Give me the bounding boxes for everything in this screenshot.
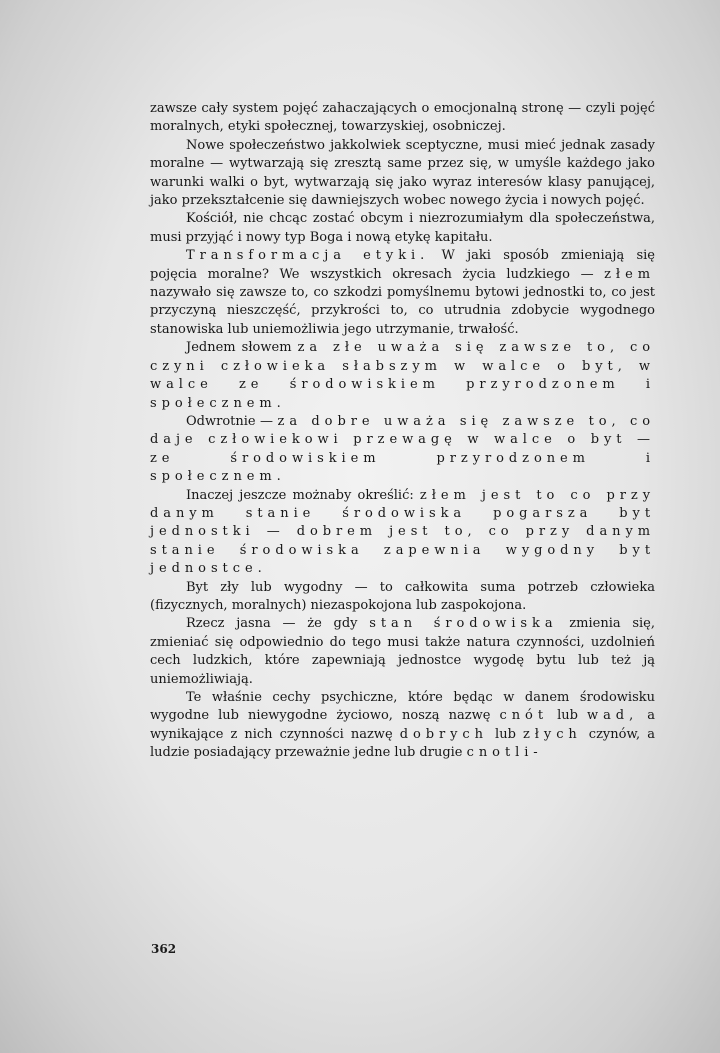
spaced-emphasis: złych <box>522 726 582 742</box>
spaced-emphasis: dobrych <box>399 726 488 742</box>
text-run: Nowe społeczeństwo jakkolwiek sceptyczne, musi mieć jednak zasady moralne — wytwarzają się zresztą same przez się, w umyśle każdego jako warunki walki o byt, wytwarzają się jako wyraz interesów klasy panującej, jako przekształcenie się dawniejszych wobec nowego życia i nowych pojęć. <box>150 137 655 209</box>
spaced-emphasis: złem <box>604 266 655 282</box>
paragraph <box>150 137 655 211</box>
paragraph <box>150 689 655 763</box>
text-run: lub <box>547 708 588 724</box>
text-run: Te właśnie cechy psychiczne, które będąc w danem środowisku wygodne lub niewygodne życiowo, noszą nazwę <box>150 690 655 724</box>
paragraph <box>150 615 655 689</box>
paragraph <box>150 413 655 487</box>
text-run: nazywało się zawsze to, co szkodzi pomyślnemu bytowi jednostki to, co jest przyczyną nieszczęść, przykrości to, co utrudnia zdobycie wygodnego stanowiska lub uniemożliwia jego utrzymanie, trwałość. <box>150 285 655 337</box>
text-run: zawsze cały system pojęć zahaczających o emocjonalną stronę — czyli pojęć moralnych, etyki społecznej, towarzyskiej, osobniczej. <box>150 101 655 135</box>
text-run: W jaki sposób zmieniają się pojęcia moralne? We wszystkich okresach życia ludzkiego — <box>150 248 655 282</box>
spaced-emphasis: stan środowiska <box>369 616 558 632</box>
text-run: Byt zły lub wygodny — to całkowita suma potrzeb człowieka (fizycznych, moralnych) niezaspokojona lub zaspokojona. <box>150 579 655 613</box>
text-run: Kościół, nie chcąc zostać obcym i niezrozumiałym dla społeczeństwa, musi przyjąć i nowy typ Boga i nową etykę kapitału. <box>150 211 655 245</box>
spaced-emphasis: cnót <box>499 708 548 724</box>
text-run: a wynikające z nich czynności nazwę <box>150 708 655 742</box>
text-run: czynów, a ludzie posiadający przeważnie jedne lub drugie <box>150 726 656 761</box>
spaced-emphasis: wad, <box>587 708 639 724</box>
text-run: Rzecz jasna — że gdy <box>186 616 370 632</box>
page-number: 362 <box>151 942 177 956</box>
body-text <box>150 100 655 763</box>
spaced-emphasis: za dobre uważa się zawsze to, co daje człowiekowi przewagę w walce o byt — ze środowiskiem przyrodzonem i społecznem. <box>150 413 655 485</box>
text-run: zmienia się, zmieniać się odpowiednio do tego musi także natura czynności, uzdolnień cech ludzkich, które zapewniają jednostce wygodę bytu lub też ją uniemożliwiają. <box>150 616 655 687</box>
spaced-emphasis: cnotli- <box>466 745 543 761</box>
paragraph <box>150 247 655 339</box>
text-run: Jednem słowem <box>186 340 298 356</box>
spaced-emphasis: Transformacja etyki. <box>186 248 430 264</box>
paragraph <box>150 339 655 413</box>
paragraph <box>150 487 655 579</box>
text-run: Odwrotnie — <box>186 413 278 429</box>
spaced-emphasis: za złe uważa się zawsze to, co czyni człowieka słabszym w walce o byt, w walce ze środowiskiem przyrodzonem i społecznem. <box>150 340 655 411</box>
text-run: lub <box>487 726 523 742</box>
spaced-emphasis: złem jest to co przy danym stanie środowiska pogarsza byt jednostki — dobrem jest to, co przy danym stanie środowiska zapewnia wygodny byt jednostce. <box>150 487 655 577</box>
text-run: Inaczej jeszcze możnaby określić: <box>186 487 420 503</box>
paragraph <box>150 210 655 247</box>
paragraph <box>150 579 655 616</box>
paragraph <box>150 100 655 137</box>
